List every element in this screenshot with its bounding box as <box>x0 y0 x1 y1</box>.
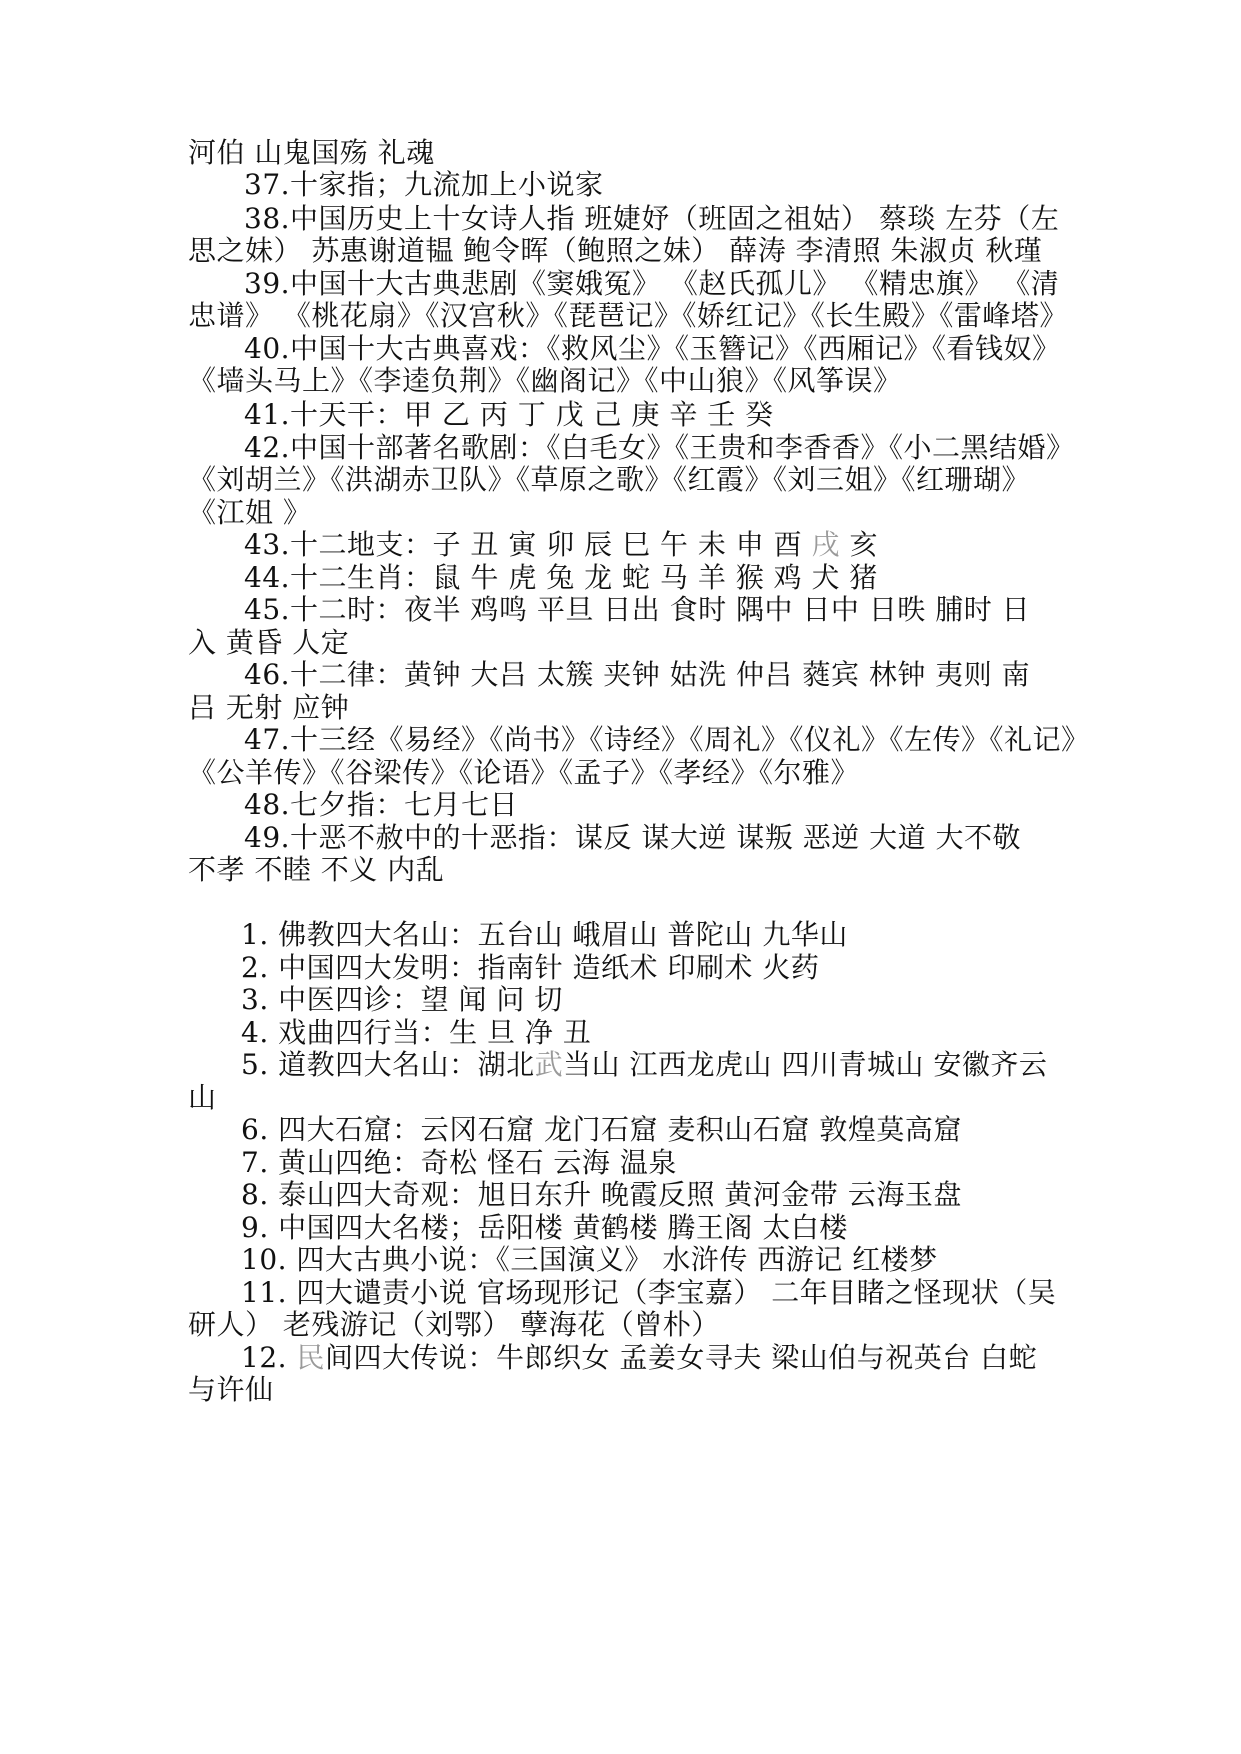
text-line: 11. 四大谴责小说 官场现形记（李宝嘉） 二年目睹之怪现状（吴 <box>241 1276 1057 1309</box>
text-line: 8. 泰山四大奇观：旭日东升 晚霞反照 黄河金带 云海玉盘 <box>241 1178 962 1211</box>
text-line: 1. 佛教四大名山：五台山 峨眉山 普陀山 九华山 <box>241 918 848 951</box>
text-line: 忠谱》 《桃花扇》《汉宫秋》《琵琶记》《娇红记》《长生殿》《雷峰塔》 <box>188 299 1068 332</box>
text-line: 6. 四大石窟：云冈石窟 龙门石窟 麦积山石窟 敦煌莫高窟 <box>241 1113 962 1146</box>
text-line: 46.十二律：黄钟 大吕 太簇 夹钟 姑洗 仲吕 蕤宾 林钟 夷则 南 <box>244 658 1031 691</box>
text-line: 42.中国十部著名歌剧：《白毛女》《王贵和李香香》《小二黑结婚》 <box>244 431 1075 464</box>
text-line: 47.十三经《易经》《尚书》《诗经》《周礼》《仪礼》《左传》《礼记》 <box>244 723 1090 756</box>
text-line: 39.中国十大古典悲剧《窦娥冤》 《赵氏孤儿》 《精忠旗》 《清 <box>244 267 1060 300</box>
text-line: 3. 中医四诊：望 闻 问 切 <box>241 983 563 1016</box>
text-line: 37.十家指；九流加上小说家 <box>244 168 604 201</box>
text-line: 9. 中国四大名楼；岳阳楼 黄鹤楼 腾王阁 太白楼 <box>241 1211 848 1244</box>
text-line: 49.十恶不赦中的十恶指：谋反 谋大逆 谋叛 恶逆 大道 大不敬 <box>244 821 1022 854</box>
text-line: 研人） 老残游记（刘鄂） 孽海花（曾朴） <box>188 1308 720 1341</box>
text-line <box>244 528 1124 562</box>
faded-character: 民 <box>296 1341 325 1374</box>
text-line: 4. 戏曲四行当：生 旦 净 丑 <box>241 1016 592 1049</box>
text-run: 43.十二地支：子 丑 寅 卯 辰 巳 午 未 申 酉 <box>244 528 812 561</box>
faded-character: 戌 <box>811 528 841 561</box>
text-line: 7. 黄山四绝：奇松 怪石 云海 温泉 <box>241 1146 677 1179</box>
text-run: 亥 <box>840 528 878 561</box>
text-run: 12. <box>241 1341 297 1374</box>
text-line: 不孝 不睦 不义 内乱 <box>188 853 445 886</box>
faded-character: 武 <box>534 1048 564 1081</box>
text-line: 40.中国十大古典喜戏：《救风尘》《玉簪记》《西厢记》《看钱奴》 <box>244 332 1061 365</box>
text-line: 41.十天干：甲 乙 丙 丁 戊 己 庚 辛 壬 癸 <box>244 398 774 431</box>
text-line: 与许仙 <box>188 1373 274 1406</box>
text-line: 10. 四大古典小说：《三国演义》 水浒传 西游记 红楼梦 <box>241 1243 938 1276</box>
text-line: 《江姐 》 <box>188 496 312 529</box>
text-line: 河伯 山鬼国殇 礼魂 <box>188 136 435 169</box>
text-run: 间四大传说：牛郎织女 孟姜女寻夫 梁山伯与祝英台 白蛇 <box>324 1341 1038 1374</box>
text-line: 入 黄昏 人定 <box>188 626 350 659</box>
text-line: 38.中国历史上十女诗人指 班婕妤（班固之祖姑） 蔡琰 左芬（左 <box>244 202 1060 235</box>
text-line: 2. 中国四大发明：指南针 造纸术 印刷术 火药 <box>241 951 820 984</box>
text-run: 5. 道教四大名山：湖北 <box>241 1048 535 1081</box>
text-line: 《墙头马上》《李逵负荆》《幽阁记》《中山狼》《风筝误》 <box>188 364 902 397</box>
text-line <box>241 1341 1121 1375</box>
text-line: 48.七夕指：七月七日 <box>244 788 519 821</box>
text-line: 《公羊传》《谷梁传》《论语》《孟子》《孝经》《尔雅》 <box>188 756 860 789</box>
text-line <box>241 1048 1121 1082</box>
text-line: 《刘胡兰》《洪湖赤卫队》《草原之歌》《红霞》《刘三姐》《红珊瑚》 <box>188 463 1031 496</box>
text-line: 44.十二生肖：鼠 牛 虎 兔 龙 蛇 马 羊 猴 鸡 犬 猪 <box>244 561 878 594</box>
text-line: 思之妹） 苏惠谢道韫 鲍令晖（鲍照之妹） 薛涛 李清照 朱淑贞 秋瑾 <box>188 234 1043 267</box>
text-line: 吕 无射 应钟 <box>188 691 350 724</box>
text-run: 当山 江西龙虎山 四川青城山 安徽齐云 <box>563 1048 1048 1081</box>
text-line: 山 <box>188 1081 217 1114</box>
text-line: 45.十二时：夜半 鸡鸣 平旦 日出 食时 隅中 日中 日昳 脯时 日 <box>244 593 1031 626</box>
